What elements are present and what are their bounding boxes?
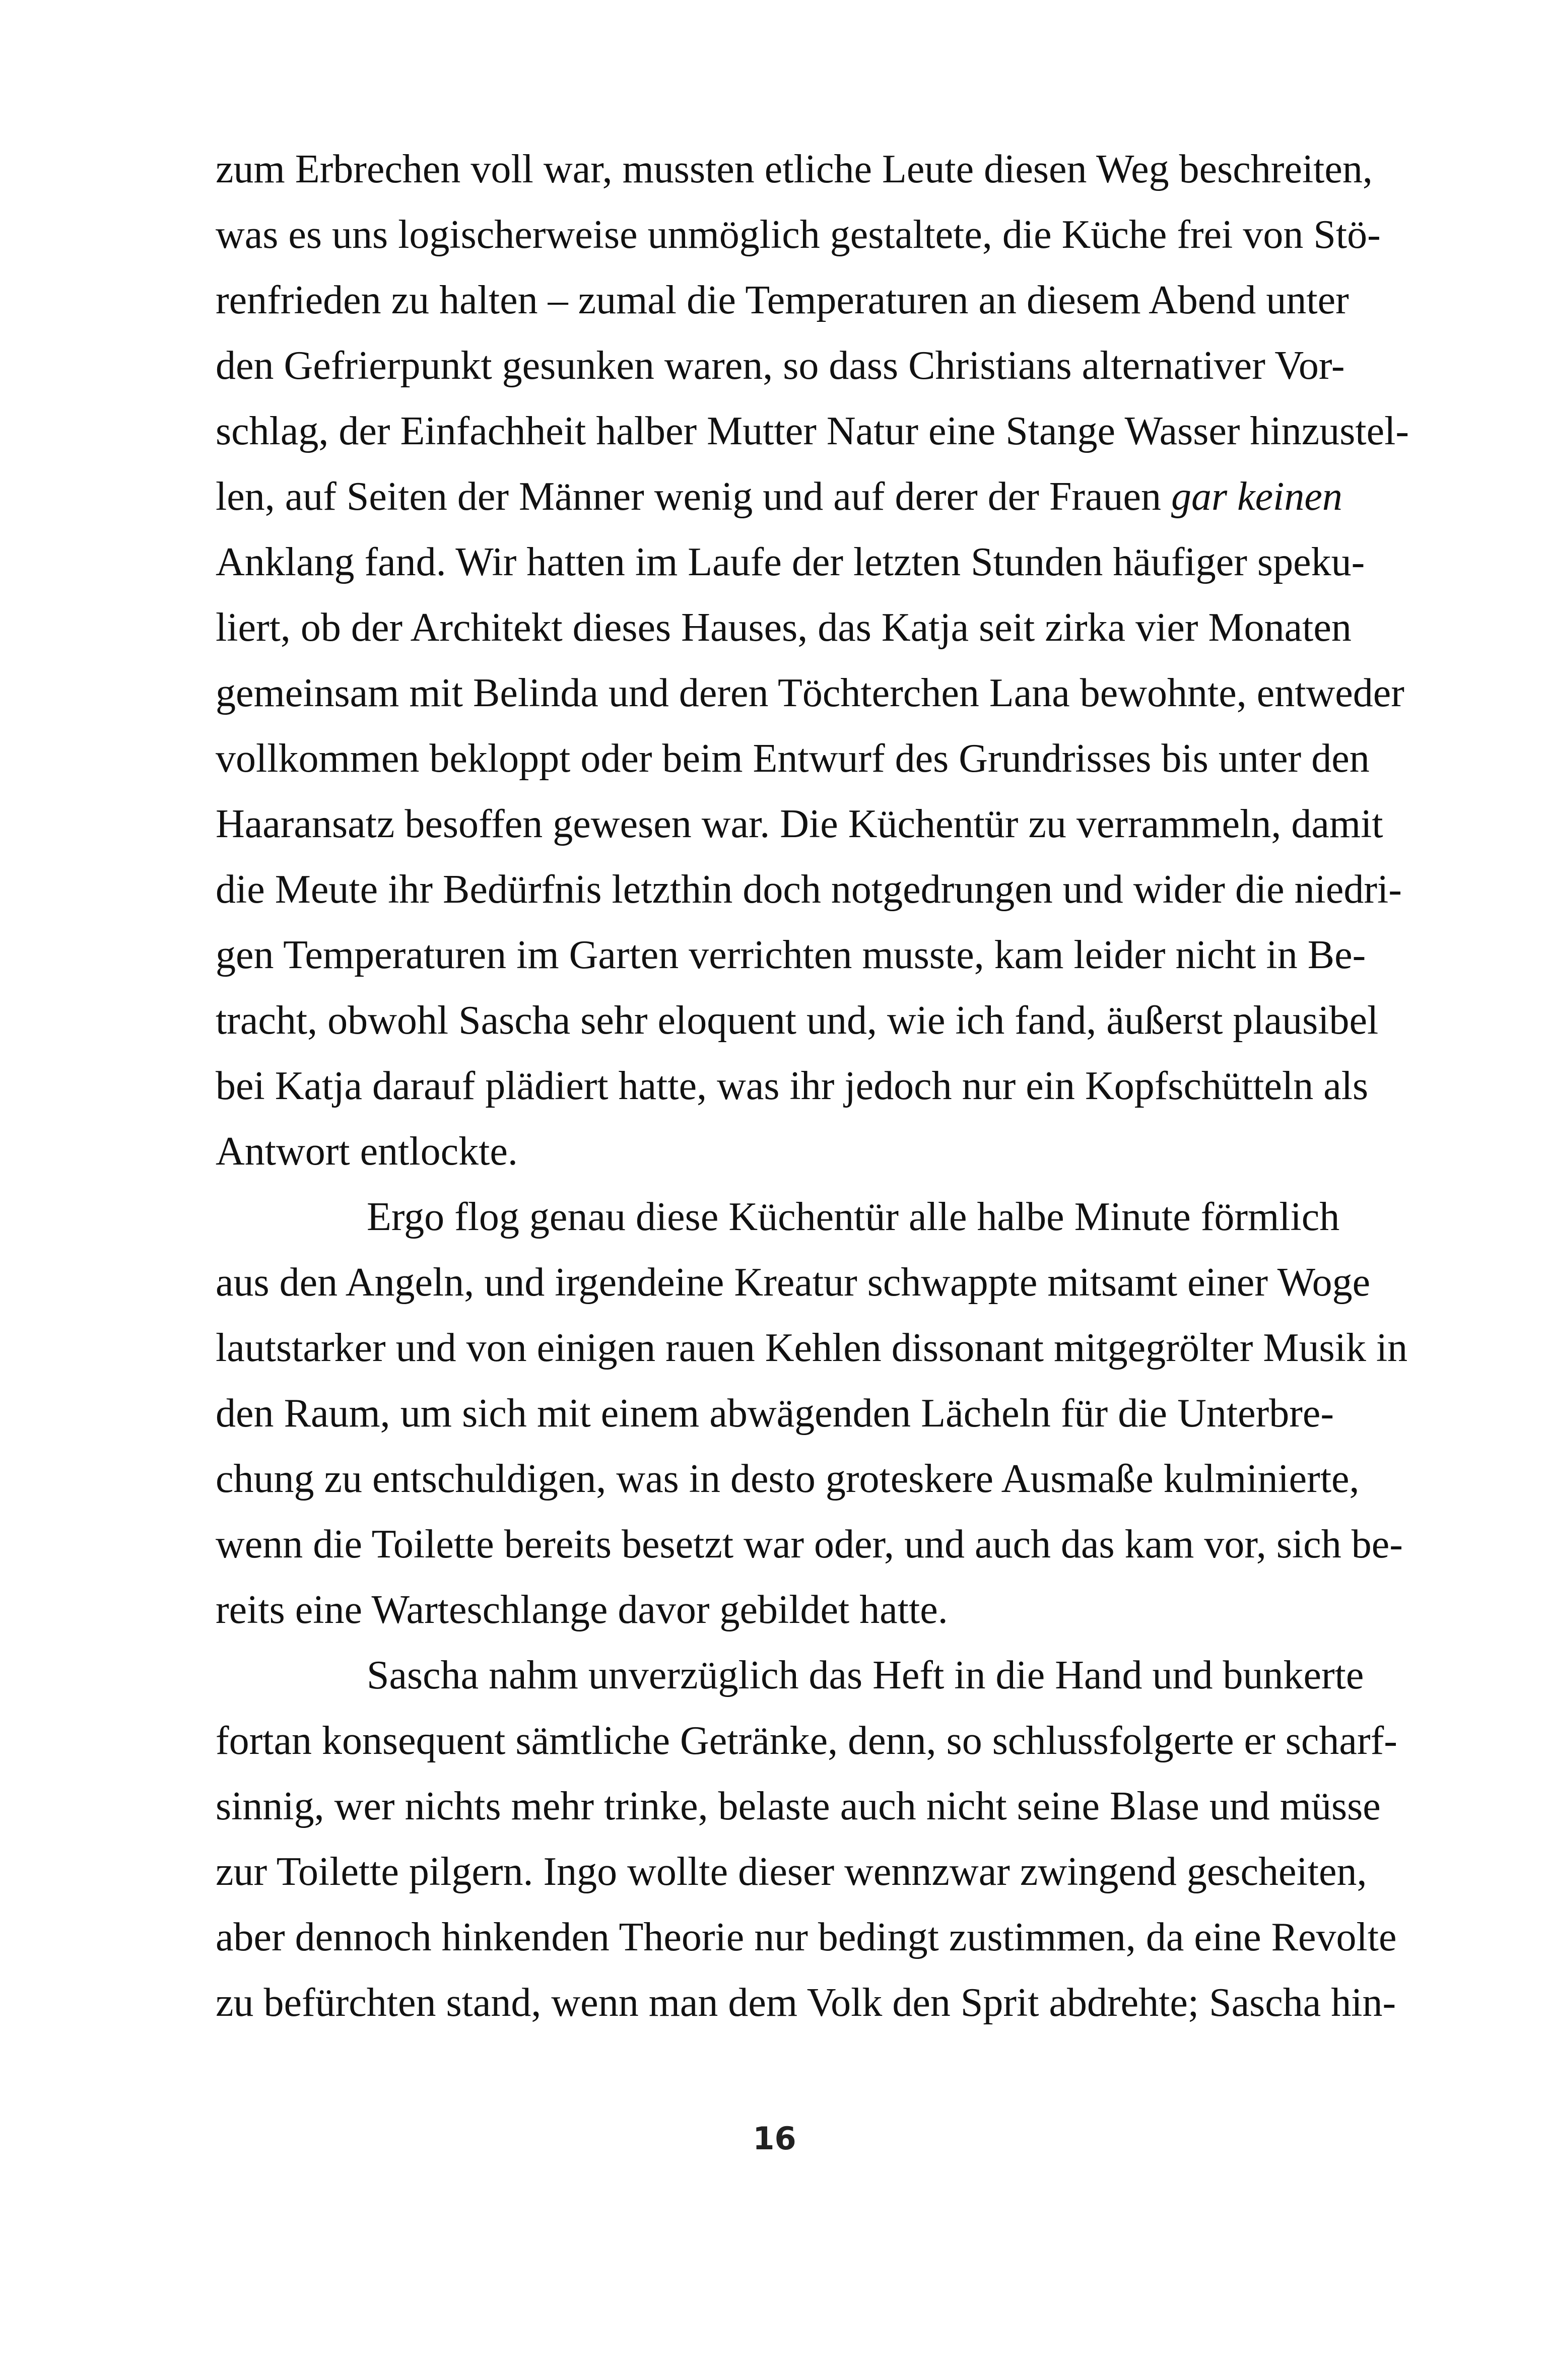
text-line: Haaransatz besoffen gewesen war. Die Küchentür zu verrammeln, damit bbox=[216, 802, 1383, 846]
page-number: 16 bbox=[753, 2120, 796, 2157]
text-line: sinnig, wer nichts mehr trinke, belaste auch nicht seine Blase und müsse bbox=[216, 1784, 1381, 1828]
text-line: den Gefrierpunkt gesunken waren, so dass Christians alternativer Vor- bbox=[216, 344, 1345, 388]
text-line: was es uns logischerweise unmöglich gestaltete, die Küche frei von Stö- bbox=[216, 213, 1381, 257]
text-line: zur Toilette pilgern. Ingo wollte dieser wennzwar zwingend gescheiten, bbox=[216, 1850, 1367, 1894]
text-line: wenn die Toilette bereits besetzt war oder, und auch das kam vor, sich be- bbox=[216, 1522, 1403, 1567]
text-line: aus den Angeln, und irgendeine Kreatur schwappte mitsamt einer Woge bbox=[216, 1260, 1371, 1305]
text-line: Antwort entlockte. bbox=[216, 1129, 518, 1174]
text-line: aber dennoch hinkenden Theorie nur bedingt zustimmen, da eine Revolte bbox=[216, 1915, 1397, 1959]
text-line: bei Katja darauf plädiert hatte, was ihr jedoch nur ein Kopfschütteln als bbox=[216, 1064, 1369, 1108]
text-line: Ergo flog genau diese Küchentür alle halbe Minute förmlich bbox=[367, 1195, 1340, 1239]
text-line: Anklang fand. Wir hatten im Laufe der letzten Stunden häufiger speku- bbox=[216, 540, 1365, 584]
emphasis-text: gar keinen bbox=[1171, 474, 1342, 519]
text-line: lautstarker und von einigen rauen Kehlen dissonant mitgegrölter Musik in bbox=[216, 1326, 1408, 1370]
text-line: renfrieden zu halten – zumal die Temperaturen an diesem Abend unter bbox=[216, 278, 1349, 322]
text-line: schlag, der Einfachheit halber Mutter Natur eine Stange Wasser hinzustel- bbox=[216, 409, 1409, 453]
text-line: zu befürchten stand, wenn man dem Volk den Sprit abdrehte; Sascha hin- bbox=[216, 1981, 1396, 2025]
text-line-with-emphasis: len, auf Seiten der Männer wenig und auf derer der Frauen gar keinen bbox=[216, 474, 1342, 519]
text-line: reits eine Warteschlange davor gebildet hatte. bbox=[216, 1588, 948, 1632]
text-line: tracht, obwohl Sascha sehr eloquent und, wie ich fand, äußerst plausibel bbox=[216, 998, 1379, 1043]
text-line: zum Erbrechen voll war, mussten etliche Leute diesen Weg beschreiten, bbox=[216, 147, 1373, 191]
text-line: chung zu entschuldigen, was in desto groteskere Ausmaße kulminierte, bbox=[216, 1457, 1360, 1501]
text-line: gemeinsam mit Belinda und deren Töchterchen Lana bewohnte, entweder bbox=[216, 671, 1404, 715]
text-line: Sascha nahm unverzüglich das Heft in die Hand und bunkerte bbox=[367, 1653, 1364, 1697]
text-line: fortan konsequent sämtliche Getränke, denn, so schlussfolgerte er scharf- bbox=[216, 1719, 1397, 1763]
text-line: den Raum, um sich mit einem abwägenden Lächeln für die Unterbre- bbox=[216, 1391, 1334, 1436]
text-line: liert, ob der Architekt dieses Hauses, das Katja seit zirka vier Monaten bbox=[216, 605, 1352, 650]
text-line: vollkommen bekloppt oder beim Entwurf des Grundrisses bis unter den bbox=[216, 736, 1370, 781]
text-line: die Meute ihr Bedürfnis letzthin doch notgedrungen und wider die niedri- bbox=[216, 867, 1402, 912]
text-line: gen Temperaturen im Garten verrichten musste, kam leider nicht in Be- bbox=[216, 933, 1366, 977]
